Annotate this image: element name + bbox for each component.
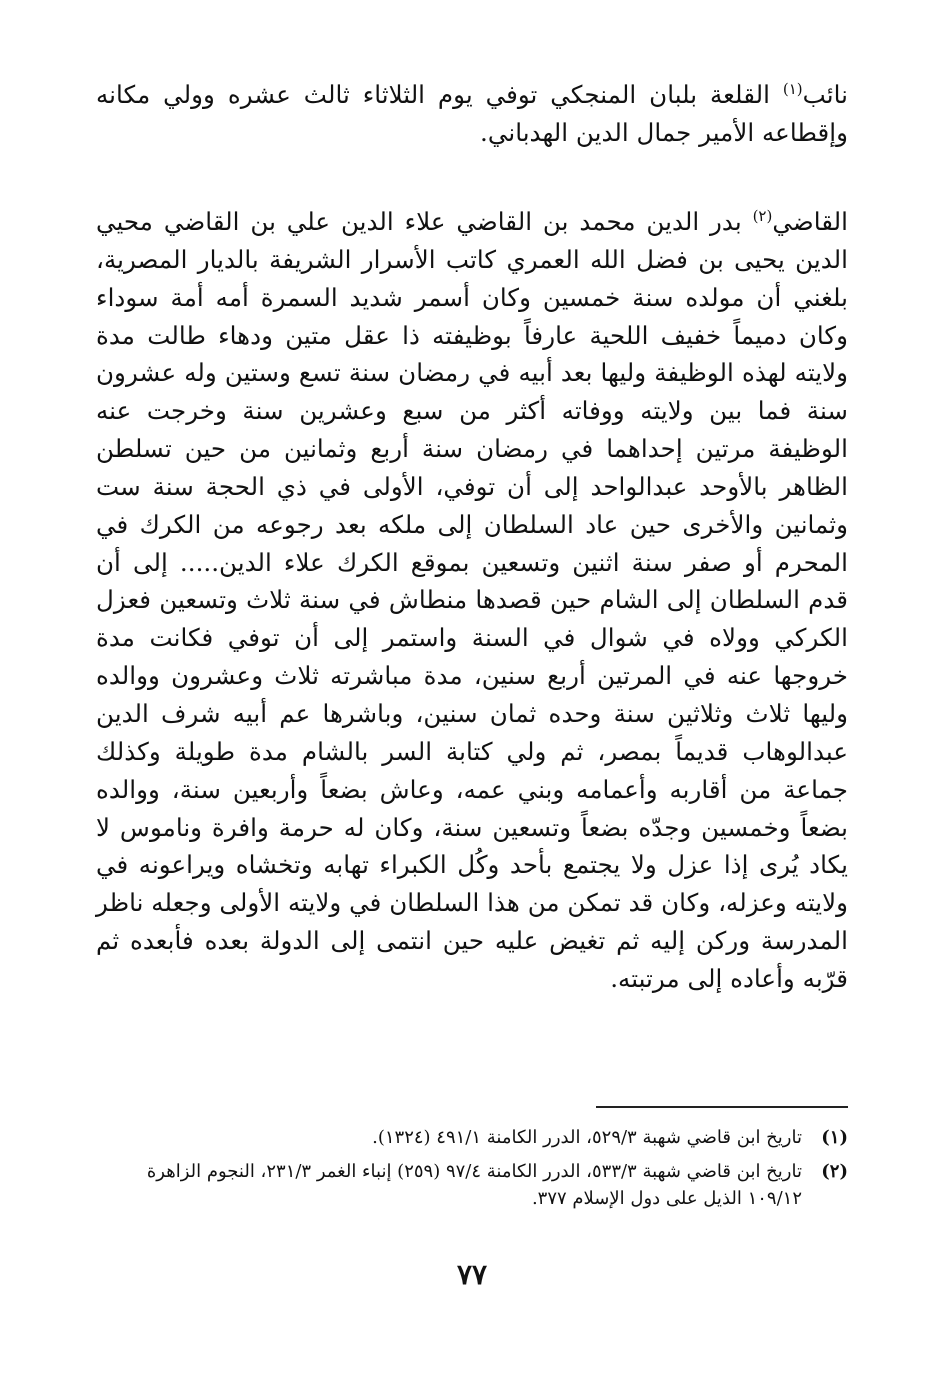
footnote-2 (96, 1158, 848, 1212)
entry-heading-2: القاضي (772, 207, 848, 236)
footnote-separator (596, 1106, 848, 1108)
footnote-number: (١) (821, 1127, 848, 1148)
entry-paragraph-1 (96, 76, 848, 152)
page-number: ٧٧ (456, 1258, 488, 1291)
footnote-text: تاريخ ابن قاضي شهبة ٥٣٣/٣، الدرر الكامنة ٩٧/٤ (٢٥٩) إنباء الغمر ٢٣١/٣، النجوم الزاهرة ١٠٩/١٢ الذيل على دول الإسلام ٣٧٧. (146, 1161, 802, 1209)
entry-body-2: بدر الدين محمد بن القاضي علاء الدين علي بن القاضي محيي الدين يحيى بن فضل الله العمري كاتب الأسرار الشريفة بالديار المصرية، بلغني أن مولده سنة خمسين وكان أسمر شديد السمرة أمه أمة سوداء وكان دميماً خفيف اللحية عارفاً بوظيفته ذا عقل متين ودهاء طالت مدة ولايته لهذه الوظيفة وليها بعد أبيه في رمضان سنة تسع وستين وله عشرون سنة فما بين ولايته ووفاته أكثر من سبع وعشرين سنة وخرجت عنه الوظيفة مرتين إحداهما في رمضان سنة أربع وثمانين من حين تسلطن الظاهر بالأوحد عبدالواحد إلى أن توفي، الأولى في ذي الحجة سنة ست وثمانين والأخرى حين عاد السلطان إلى ملكه بعد رجوعه من الكرك في المحرم أو صفر سنة اثنين وتسعين بموقع الكرك علاء الدين..... إلى أن قدم السلطان إلى الشام حين قصدها منطاش في سنة ثلاث وتسعين فعزل الكركي وولاه في شوال في السنة واستمر إلى أن توفي فكانت مدة خروجها عنه في المرتين أربع سنين، مدة مباشرته ثلاث وعشرون ووالده وليها ثلاث وثلاثين سنة وحده ثمان سنين، وباشرها عم أبيه شرف الدين عبدالوهاب قديماً بمصر، ثم ولي كتابة السر بالشام مدة طويلة وكذلك جماعة من أقاربه وأعمامه وبني عمه، وعاش بضعاً وأربعين سنة، ووالده بضعاً وخمسين وجدّه بضعاً وتسعين سنة، وكان له حرمة وافرة وناموس لا يكاد يُرى إذا عزل ولا يجتمع بأحد وكُل الكبراء تهابه وتخشاه ويراعونه في ولايته وعزله، وكان قد تمكن من هذا السلطان في ولايته الأولى وجعله ناظر المدرسة وركن إليه ثم تغيض عليه حين انتمى إلى الدولة بعده فأبعده ثم قرّبه وأعاده إلى مرتبته. (96, 207, 848, 993)
entry-body-1: القلعة بلبان المنجكي توفي يوم الثلاثاء ثالث عشره وولي مكانه وإقطاعه الأمير جمال الدين الهدباني. (96, 80, 848, 147)
footnote-1 (96, 1124, 848, 1151)
footnote-ref-2[interactable]: (٢) (752, 206, 773, 225)
footnote-number: (٢) (821, 1161, 848, 1182)
footnote-text: تاريخ ابن قاضي شهبة ٥٢٩/٣، الدرر الكامنة ٤٩١/١ (١٣٢٤). (372, 1127, 802, 1148)
footnotes (96, 1124, 848, 1219)
entry-heading-1: نائب (802, 80, 848, 109)
entry-paragraph-2 (96, 203, 848, 998)
footnote-ref-1[interactable]: (١) (782, 79, 803, 98)
